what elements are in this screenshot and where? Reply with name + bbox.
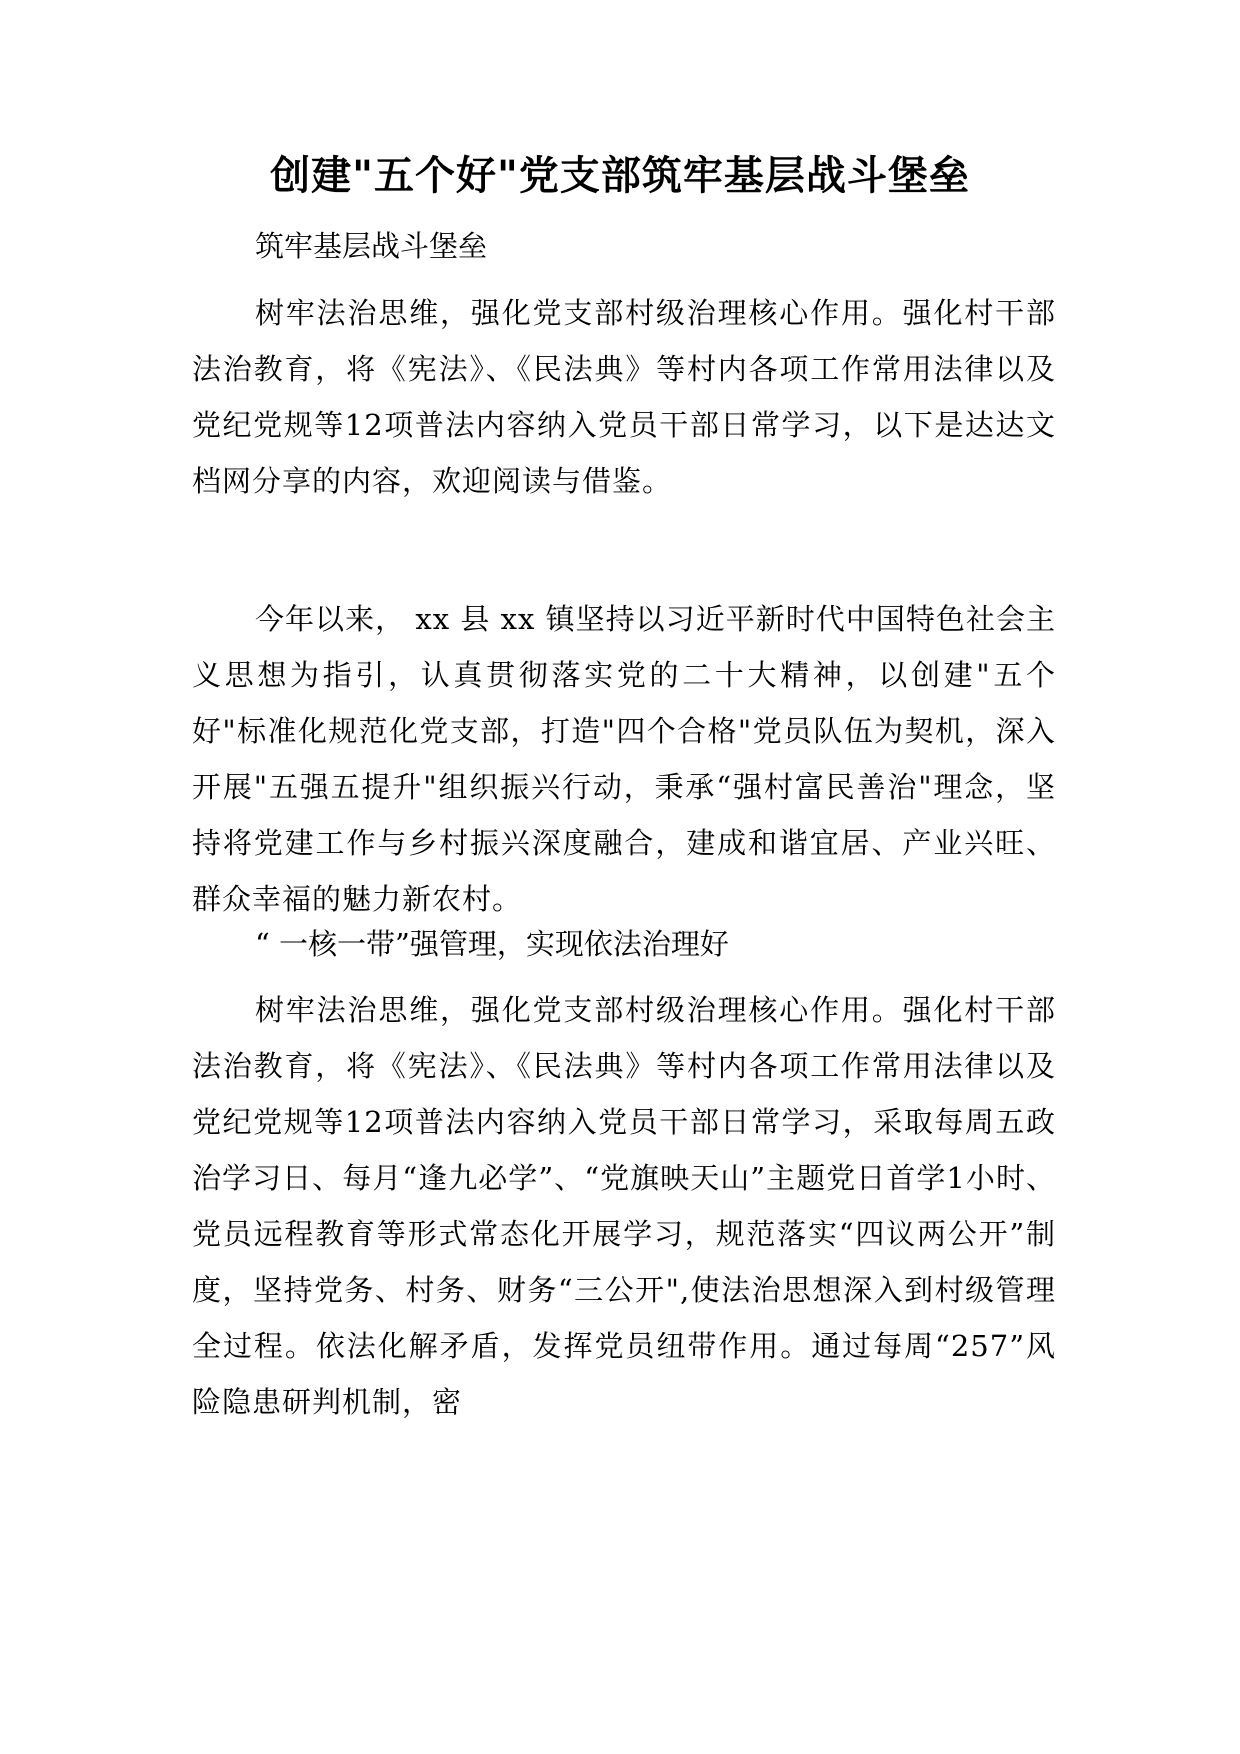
document-title: 创建"五个好"党支部筑牢基层战斗堡垒: [270, 153, 970, 199]
paragraph-rule-of-law: 树牢法治思维，强化党支部村级治理核心作用。强化村干部法治教育，将《宪法》、《民法典》等村内各项工作常用法律以及党纪党规等12项普法内容纳入党员干部日常学习，采取每周五政治学习日、每月“逢九必学”、“党旗映天山”主题党日首学1小时、党员远程教育等形式常态化开展学习，规范落实“四议两公开”制度，坚持党务、村务、财务“三公开",使法治思想深入到村级管理全过程。依法化解矛盾，发挥党员纽带作用。通过每周“257”风险隐患研判机制，密: [192, 993, 1056, 1419]
paragraph-intro: 树牢法治思维，强化党支部村级治理核心作用。强化村干部法治教育，将《宪法》、《民法典》等村内各项工作常用法律以及党纪党规等12项普法内容纳入党员干部日常学习，以下是达达文档网分享的内容，欢迎阅读与借鉴。: [192, 296, 1056, 498]
document-subtitle: 筑牢基层战斗堡垒: [255, 229, 488, 263]
section-heading: “ 一核一带”强管理，实现依法治理好: [255, 927, 729, 961]
paragraph-overview: 今年以来， xx 县 xx 镇坚持以习近平新时代中国特色社会主义思想为指引，认真贯彻落实党的二十大精神，以创建"五个好"标准化规范化党支部，打造"四个合格"党员队伍为契机，深入开展"五强五提升"组织振兴行动，秉承“强村富民善治"理念，坚持将党建工作与乡村振兴深度融合，建成和谐宜居、产业兴旺、群众幸福的魅力新农村。: [192, 602, 1056, 916]
